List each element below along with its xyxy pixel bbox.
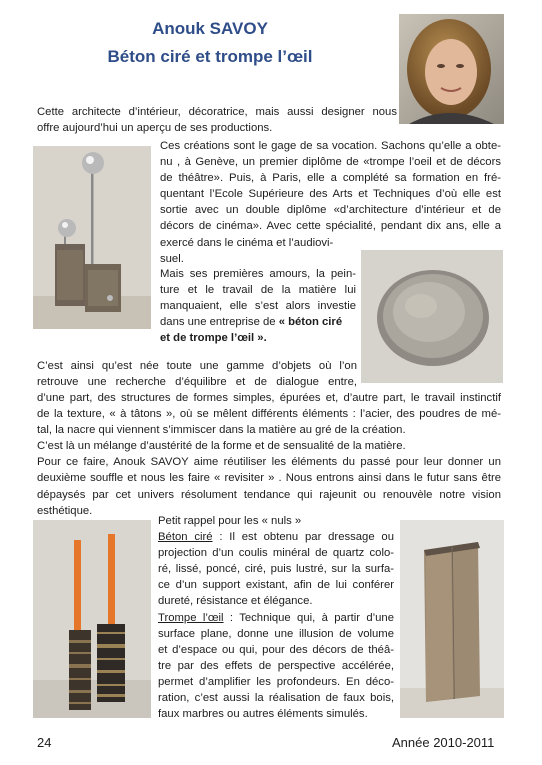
objects-line: retrouve une recherche d’équilibre et de dialogue entre, [37, 376, 357, 389]
beton-def-line: dureté, résistance et élégance. [158, 595, 313, 608]
reuse-line: deuxième souffle et nous les faire « revisiter » . Nous entrons ainsi dans le futur sans être [37, 472, 501, 485]
first-loves-bold-tail: « béton ciré [278, 316, 343, 329]
objects-line: d’une part, des structures de formes simples, épurées et, d’autre part, le travail instinctif [37, 392, 501, 404]
reuse-line: Pour ce faire, Anouk SAVOY aime réutiliser les éléments du passé pour leur donner un [37, 456, 501, 469]
trompe-def-line: faux marbres ou autres éléments simulés. [158, 708, 368, 721]
reuse-line: esthétique. [37, 504, 93, 517]
reminder-paragraph [158, 513, 394, 722]
career-paragraph [160, 138, 501, 267]
trompe-def-line: surface plane, donne une illusion de volume [158, 627, 394, 640]
objects-paragraph-top [37, 358, 357, 390]
trompe-def-line: et d’espace ou qui, pour des décors de théâ- [158, 643, 394, 656]
portrait-photo [399, 14, 504, 124]
objects-line: C’est ainsi qu’est née toute une gamme d’objets où l’on [37, 360, 357, 372]
page-number: 24 [37, 735, 52, 750]
beton-def-text: : Il est obtenu par dressage ou [212, 531, 394, 544]
beton-term: Béton ciré [158, 531, 213, 544]
author-name: Anouk SAVOY [152, 19, 268, 38]
concrete-bowl-photo [361, 250, 503, 383]
intro-line: offre aujourd’hui un aperçu de ses productions. [37, 122, 273, 135]
career-line: nu , à Genève, un premier diplôme de «trompe l’oeil et de décors [160, 156, 501, 169]
beton-def-line: ce d’un support existant, afin de lui conférer [158, 579, 394, 592]
first-loves-line: Mais ses premières amours, la pein- [160, 268, 356, 280]
beton-def-line [158, 529, 394, 545]
first-loves-line: manquaient, elle s’est alors investie [160, 300, 356, 313]
intro-line: Cette architecte d’intérieur, décoratrice, mais aussi designer nous [37, 106, 397, 118]
year-label: Année 2010-2011 [392, 735, 495, 750]
career-line: décors de cinéma». Avec cette spécialité, pendant dix ans, elle a [160, 220, 501, 233]
career-line: suel. [160, 252, 184, 265]
objects-paragraph [37, 390, 501, 519]
objects-line: tal, la nacre qui viennent s’immiscer dans la matière au gré de la création. [37, 424, 406, 437]
first-loves-bold-line: et de trompe l’œil ». [160, 332, 267, 345]
career-line: exercé dans le cinéma et l’audiovi- [160, 236, 334, 249]
beton-def-line: ré, lissé, poncé, ciré, puis lustré, sur la surfa- [158, 563, 394, 576]
reminder-title: Petit rappel pour les « nuls » [158, 515, 302, 527]
austerity-line: C’est là un mélange d’austérité de la forme et de sensualité de la matière. [37, 440, 406, 453]
trompe-def-line: tre par des effets de perspective accélérée, [158, 659, 394, 672]
trompe-def-text: : Technique qui, à partir d’une [223, 611, 394, 624]
trompe-def-line: ration, c’est aussi la réalisation de faux bois, [158, 692, 394, 705]
career-line: quentant l’Ecole Supérieure des Arts et Techniques d’où elle est [160, 188, 501, 201]
objects-line: de la texture, « à tâtons », où se mêlent différents éléments : l’acier, des poudres de mé- [37, 408, 501, 421]
career-line: de théâtre». Puis, à Paris, elle a complété sa formation en fré- [160, 172, 501, 185]
first-loves-text: dans une entreprise de [160, 316, 276, 329]
page-subtitle: Béton ciré et trompe l’œil [107, 47, 313, 66]
concrete-vase-photo [400, 520, 504, 718]
trompe-def-line [158, 610, 394, 626]
trompe-term: Trompe l’œil [158, 611, 224, 624]
first-loves-line [160, 314, 356, 330]
first-loves-line: ture et le travail de la matière lui [160, 284, 356, 297]
reuse-line: dépaysés par cet univers résolument tendance qui rajeunit ou renouvèle notre vision [37, 488, 501, 501]
candle-holders-photo [33, 520, 151, 718]
career-line: sortie avec un double diplôme «d’architecture d’intérieur et de [160, 204, 501, 217]
career-line: Ces créations sont le gage de sa vocation. Sachons qu’elle a obte- [160, 140, 501, 152]
trompe-def-line: permet d’amplifier les profondeurs. En déco- [158, 675, 394, 688]
intro-paragraph [37, 104, 397, 136]
concrete-lamps-photo [33, 146, 151, 329]
first-loves-paragraph [160, 266, 356, 346]
beton-def-line: projection d’un coulis minéral de quartz colo- [158, 547, 394, 560]
